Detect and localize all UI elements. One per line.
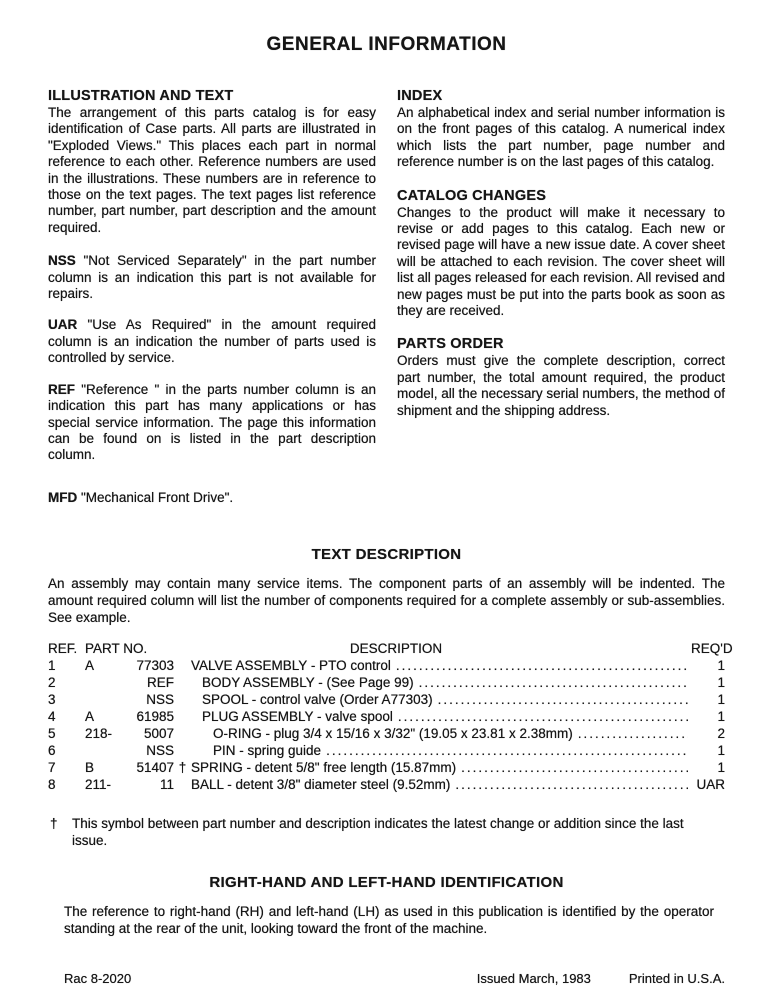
dagger-icon: † [50,816,58,832]
description-cell: SPRING - detent 5/8" free length (15.87mm) [191,760,457,776]
reqd-cell: 1 [717,692,725,708]
ref-cell: 6 [48,743,56,759]
section-index [397,88,725,171]
term-ref: REF [48,381,75,397]
nss-text: "Not Serviced Separately" in the part number column is an indication this part is not available for repairs. [48,253,376,302]
printed-in: Printed in U.S.A. [628,971,725,987]
dotted-leader [398,708,688,725]
dotted-leader [396,657,688,674]
footnote-text: This symbol between part number and description indicates the latest change or addition since the last issue. [72,816,684,849]
header-part-no: PART NO. [85,641,148,657]
dotted-leader [419,674,688,691]
description-cell: O-RING - plug 3/4 x 15/16 x 3/32" (19.05 x 23.81 x 2.38mm) [213,726,573,742]
dotted-leader [461,759,688,776]
part-number-cell: 61985 [136,709,174,725]
part-number-cell: REF [147,675,174,691]
issued-date: Issued March, 1983 [476,971,591,987]
term-nss: NSS [48,253,76,269]
dagger-footnote [48,815,725,849]
reqd-cell: 1 [717,658,725,674]
table-header-row [48,640,733,657]
section-body: Orders must give the complete description, correct part number, the total amount required, the product model, all the necessary serial numbers, the method of shipment and the shipping address. [397,353,725,418]
section-body: Changes to the product will make it necessary to revise or add pages to this catalog. Each new or revised page will have a new issue date. A cover sheet will be attached to each revision. The cover sheet will list all pages released for each revision. All revised and new pages must be put into the parts book as soon as they are received. [397,204,725,319]
dotted-leader [326,742,688,759]
header-description: DESCRIPTION [349,641,443,657]
two-column-area [48,88,725,521]
ref-definition [48,382,376,464]
description-cell: BODY ASSEMBLY - (See Page 99) [202,675,414,691]
text-description-heading: TEXT DESCRIPTION [311,546,462,564]
ref-cell: 3 [48,692,56,708]
table-row [48,776,725,793]
section-heading: INDEX [397,88,443,104]
part-number-cell: 5007 [143,726,174,742]
part-prefix-cell: 218- [85,726,113,742]
header-reqd: REQ'D [691,641,733,657]
description-cell: SPOOL - control valve (Order A77303) [202,692,433,708]
ref-cell: 7 [48,760,56,776]
publication-code: Rac 8-2020 [64,971,132,987]
example-parts-table [48,640,733,793]
part-number-cell: 51407 [136,760,174,776]
description-cell: PIN - spring guide [213,743,322,759]
part-number-cell: 11 [159,777,174,793]
ref-cell: 4 [48,709,56,725]
ref-cell: 5 [48,726,56,742]
page-title: GENERAL INFORMATION [266,34,507,55]
reqd-cell: 1 [717,709,725,725]
table-row [48,742,725,759]
part-prefix-cell: B [85,760,95,776]
term-uar: UAR [48,317,78,333]
section-parts-order [397,336,725,419]
section-heading: PARTS ORDER [397,336,504,353]
part-prefix-cell: 211- [85,777,112,793]
text-description-intro: An assembly may contain many service items. The component parts of an assembly will be indented. The amount required column will list the number of components required for a complete assembly or sub-assemblies. See example. [48,576,725,626]
nss-definition [48,253,376,302]
dotted-leader [578,725,688,742]
part-number-cell: NSS [146,692,174,708]
right-column [397,88,725,521]
part-number-cell: NSS [146,743,174,759]
ref-cell: 2 [48,675,56,691]
ref-cell: 1 [48,658,56,674]
section-illustration-and-text [48,88,376,236]
section-heading: ILLUSTRATION AND TEXT [48,88,234,104]
description-cell: VALVE ASSEMBLY - PTO control [191,658,391,674]
ref-text: "Reference " in the parts number column is an indication this part has many applications or has special service information. The page this information can be found on is listed in the part description column. [48,381,376,463]
table-row [48,691,725,708]
ref-cell: 8 [48,777,56,793]
uar-text: "Use As Required" in the amount required column is an indication the number of parts used is controlled by service. [48,317,376,366]
page-footer [48,971,725,986]
section-body: The arrangement of this parts catalog is for easy identification of Case parts. All parts are illustrated in "Exploded Views." This places each part in normal reference to each other. Reference numbers are used in the illustrations. These numbers are in reference to those on the text pages. The text pages list reference number, part number, part description and the amount required. [48,105,376,235]
dotted-leader [455,776,688,793]
uar-definition [48,317,376,366]
mfd-text: "Mechanical Front Drive". [81,489,234,505]
reqd-cell: 1 [717,743,725,759]
header-ref: REF. [48,641,78,657]
part-prefix-cell: A [85,658,95,674]
term-mfd: MFD [48,489,78,505]
reqd-cell: 1 [717,675,725,691]
table-row [48,674,725,691]
reqd-cell: 2 [717,726,725,742]
footer-right-group [477,971,725,986]
table-row [48,657,725,674]
section-body: An alphabetical index and serial number information is on the front pages of this catalog. A numerical index which lists the part number, page number and reference number is on the last pages of this catalog. [397,105,725,170]
rh-lh-body: The reference to right-hand (RH) and left-hand (LH) as used in this publication is identified by the operator standing at the rear of the unit, looking toward the front of the machine. [64,904,714,937]
table-row [48,708,725,725]
table-row [48,725,725,742]
part-number-cell: 77303 [136,658,174,674]
part-prefix-cell: A [85,709,95,725]
section-heading: CATALOG CHANGES [397,187,547,204]
reqd-cell: 1 [717,760,725,776]
left-column [48,88,376,521]
reqd-cell: UAR [696,777,725,793]
dotted-leader [438,691,688,708]
section-catalog-changes [397,188,725,320]
rh-lh-heading: RIGHT-HAND AND LEFT-HAND IDENTIFICATION [209,874,564,892]
description-cell: BALL - detent 3/8" diameter steel (9.52mm) [191,777,451,793]
change-symbol-cell: † [178,760,187,776]
mfd-definition [48,490,376,506]
description-cell: PLUG ASSEMBLY - valve spool [202,709,393,725]
table-row [48,759,725,776]
